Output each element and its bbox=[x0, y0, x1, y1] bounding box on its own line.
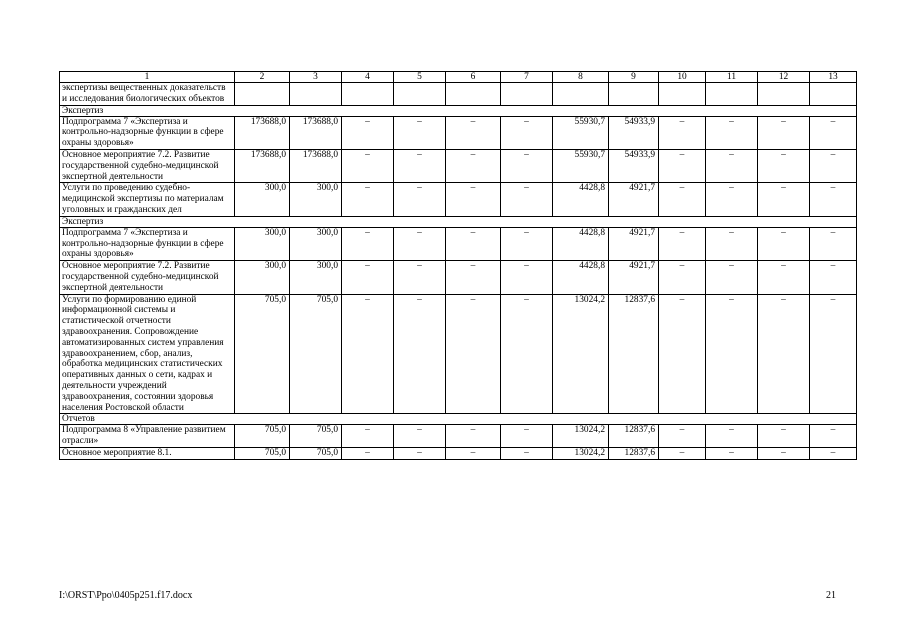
column-header: 12 bbox=[758, 72, 810, 83]
empty-value-cell: – bbox=[706, 425, 758, 448]
value-cell: 55930,7 bbox=[553, 149, 609, 182]
value-cell bbox=[394, 83, 446, 106]
empty-value-cell: – bbox=[342, 149, 394, 182]
empty-value-cell: – bbox=[446, 149, 501, 182]
empty-value-cell: – bbox=[446, 183, 501, 216]
empty-value-cell: – bbox=[659, 227, 706, 260]
column-header: 11 bbox=[706, 72, 758, 83]
empty-value-cell: – bbox=[706, 294, 758, 414]
row-label-cell: Подпрограмма 7 «Экспертиза и контрольно-надзорные функции в сфере охраны здоровья» bbox=[60, 116, 235, 149]
column-header: 9 bbox=[609, 72, 659, 83]
empty-value-cell: – bbox=[446, 294, 501, 414]
row-label-cell: Основное мероприятие 8.1. bbox=[60, 447, 235, 459]
value-cell: 705,0 bbox=[235, 294, 290, 414]
table-row bbox=[60, 116, 857, 149]
table-row bbox=[60, 294, 857, 414]
value-cell: 13024,2 bbox=[553, 447, 609, 459]
table-row bbox=[60, 83, 857, 106]
value-cell: 705,0 bbox=[235, 425, 290, 448]
empty-value-cell: – bbox=[446, 261, 501, 294]
value-cell: 705,0 bbox=[290, 425, 342, 448]
empty-value-cell: – bbox=[394, 294, 446, 414]
value-cell: 173688,0 bbox=[235, 116, 290, 149]
value-cell: 300,0 bbox=[235, 261, 290, 294]
value-cell: 12837,6 bbox=[609, 425, 659, 448]
value-cell: 4921,7 bbox=[609, 183, 659, 216]
value-cell bbox=[290, 83, 342, 106]
empty-value-cell: – bbox=[342, 294, 394, 414]
empty-value-cell: – bbox=[810, 183, 857, 216]
empty-value-cell: – bbox=[501, 149, 553, 182]
empty-value-cell: – bbox=[501, 425, 553, 448]
empty-value-cell: – bbox=[394, 261, 446, 294]
empty-value-cell: – bbox=[501, 227, 553, 260]
column-header: 3 bbox=[290, 72, 342, 83]
value-cell: 12837,6 bbox=[609, 447, 659, 459]
column-header: 8 bbox=[553, 72, 609, 83]
row-label-cell: Подпрограмма 8 «Управление развитием отрасли» bbox=[60, 425, 235, 448]
value-cell: 54933,9 bbox=[609, 116, 659, 149]
empty-value-cell: – bbox=[758, 294, 810, 414]
empty-value-cell: – bbox=[810, 261, 857, 294]
value-cell: 173688,0 bbox=[290, 149, 342, 182]
empty-value-cell: – bbox=[810, 227, 857, 260]
empty-value-cell: – bbox=[758, 425, 810, 448]
section-label: Отчетов bbox=[60, 414, 857, 425]
header-row bbox=[60, 72, 857, 83]
value-cell: 705,0 bbox=[290, 447, 342, 459]
empty-value-cell: – bbox=[758, 261, 810, 294]
empty-value-cell: – bbox=[342, 116, 394, 149]
column-header: 1 bbox=[60, 72, 235, 83]
empty-value-cell: – bbox=[446, 447, 501, 459]
empty-value-cell: – bbox=[706, 227, 758, 260]
value-cell: 54933,9 bbox=[609, 149, 659, 182]
empty-value-cell: – bbox=[706, 183, 758, 216]
value-cell bbox=[810, 83, 857, 106]
table-row bbox=[60, 261, 857, 294]
empty-value-cell: – bbox=[810, 294, 857, 414]
column-header: 13 bbox=[810, 72, 857, 83]
column-header: 10 bbox=[659, 72, 706, 83]
table-row bbox=[60, 447, 857, 459]
value-cell bbox=[758, 83, 810, 106]
value-cell bbox=[706, 83, 758, 106]
row-label-cell: Подпрограмма 7 «Экспертиза и контрольно-надзорные функции в сфере охраны здоровья» bbox=[60, 227, 235, 260]
empty-value-cell: – bbox=[501, 261, 553, 294]
empty-value-cell: – bbox=[446, 116, 501, 149]
value-cell bbox=[659, 83, 706, 106]
value-cell: 705,0 bbox=[290, 294, 342, 414]
page-number: 21 bbox=[826, 590, 836, 601]
empty-value-cell: – bbox=[394, 447, 446, 459]
empty-value-cell: – bbox=[342, 261, 394, 294]
value-cell: 173688,0 bbox=[235, 149, 290, 182]
empty-value-cell: – bbox=[758, 183, 810, 216]
empty-value-cell: – bbox=[659, 261, 706, 294]
value-cell: 4921,7 bbox=[609, 261, 659, 294]
empty-value-cell: – bbox=[446, 425, 501, 448]
empty-value-cell: – bbox=[659, 447, 706, 459]
value-cell: 705,0 bbox=[235, 447, 290, 459]
section-label: Экспертиз bbox=[60, 216, 857, 227]
empty-value-cell: – bbox=[810, 425, 857, 448]
budget-table bbox=[59, 71, 857, 460]
table-row bbox=[60, 227, 857, 260]
footer-file-path: I:\ORST\Ppo\0405p251.f17.docx bbox=[59, 590, 193, 601]
empty-value-cell: – bbox=[501, 116, 553, 149]
column-header: 5 bbox=[394, 72, 446, 83]
empty-value-cell: – bbox=[394, 183, 446, 216]
row-label-cell: Услуги по проведению судебно-медицинской экспертизы по материалам уголовных и гражданских дел bbox=[60, 183, 235, 216]
table-row bbox=[60, 149, 857, 182]
empty-value-cell: – bbox=[659, 294, 706, 414]
section-row bbox=[60, 414, 857, 425]
column-header: 6 bbox=[446, 72, 501, 83]
row-label-cell: Основное мероприятие 7.2. Развитие государственной судебно-медицинской экспертной деятельности bbox=[60, 261, 235, 294]
empty-value-cell: – bbox=[810, 447, 857, 459]
value-cell bbox=[609, 83, 659, 106]
value-cell: 173688,0 bbox=[290, 116, 342, 149]
value-cell: 300,0 bbox=[235, 183, 290, 216]
row-label-cell: Основное мероприятие 7.2. Развитие государственной судебно-медицинской экспертной деятельности bbox=[60, 149, 235, 182]
empty-value-cell: – bbox=[810, 116, 857, 149]
empty-value-cell: – bbox=[342, 183, 394, 216]
column-header: 7 bbox=[501, 72, 553, 83]
empty-value-cell: – bbox=[342, 447, 394, 459]
empty-value-cell: – bbox=[501, 294, 553, 414]
row-label-cell: экспертизы вещественных доказательств и исследования биологических объектов bbox=[60, 83, 235, 106]
value-cell: 300,0 bbox=[290, 261, 342, 294]
section-label: Экспертиз bbox=[60, 105, 857, 116]
empty-value-cell: – bbox=[706, 447, 758, 459]
empty-value-cell: – bbox=[758, 149, 810, 182]
value-cell: 4428,8 bbox=[553, 261, 609, 294]
empty-value-cell: – bbox=[810, 149, 857, 182]
value-cell: 4428,8 bbox=[553, 183, 609, 216]
section-row bbox=[60, 105, 857, 116]
empty-value-cell: – bbox=[394, 425, 446, 448]
table-row bbox=[60, 425, 857, 448]
empty-value-cell: – bbox=[659, 425, 706, 448]
empty-value-cell: – bbox=[501, 183, 553, 216]
row-label-cell: Услуги по формированию единой информационной системы и статистической отчетности здравоохранения. Сопровождение автоматизированных систем управления здравоохранением, сбор, анализ, обработка медицинских статистических оперативных данных о сети, кадрах и деятельности учреждений здравоохранения, состоянии здоровья населения Ростовской области bbox=[60, 294, 235, 414]
empty-value-cell: – bbox=[342, 425, 394, 448]
empty-value-cell: – bbox=[659, 183, 706, 216]
table-row bbox=[60, 183, 857, 216]
section-row bbox=[60, 216, 857, 227]
value-cell bbox=[553, 83, 609, 106]
value-cell: 4921,7 bbox=[609, 227, 659, 260]
empty-value-cell: – bbox=[758, 447, 810, 459]
column-header: 4 bbox=[342, 72, 394, 83]
empty-value-cell: – bbox=[394, 227, 446, 260]
empty-value-cell: – bbox=[342, 227, 394, 260]
value-cell: 55930,7 bbox=[553, 116, 609, 149]
empty-value-cell: – bbox=[659, 149, 706, 182]
empty-value-cell: – bbox=[706, 116, 758, 149]
value-cell: 300,0 bbox=[290, 183, 342, 216]
value-cell: 12837,6 bbox=[609, 294, 659, 414]
value-cell: 300,0 bbox=[290, 227, 342, 260]
value-cell: 13024,2 bbox=[553, 294, 609, 414]
empty-value-cell: – bbox=[659, 116, 706, 149]
empty-value-cell: – bbox=[394, 116, 446, 149]
empty-value-cell: – bbox=[446, 227, 501, 260]
value-cell bbox=[501, 83, 553, 106]
empty-value-cell: – bbox=[706, 149, 758, 182]
value-cell: 300,0 bbox=[235, 227, 290, 260]
column-header: 2 bbox=[235, 72, 290, 83]
value-cell: 13024,2 bbox=[553, 425, 609, 448]
value-cell bbox=[342, 83, 394, 106]
empty-value-cell: – bbox=[501, 447, 553, 459]
value-cell: 4428,8 bbox=[553, 227, 609, 260]
empty-value-cell: – bbox=[758, 116, 810, 149]
empty-value-cell: – bbox=[706, 261, 758, 294]
empty-value-cell: – bbox=[394, 149, 446, 182]
empty-value-cell: – bbox=[758, 227, 810, 260]
value-cell bbox=[446, 83, 501, 106]
value-cell bbox=[235, 83, 290, 106]
